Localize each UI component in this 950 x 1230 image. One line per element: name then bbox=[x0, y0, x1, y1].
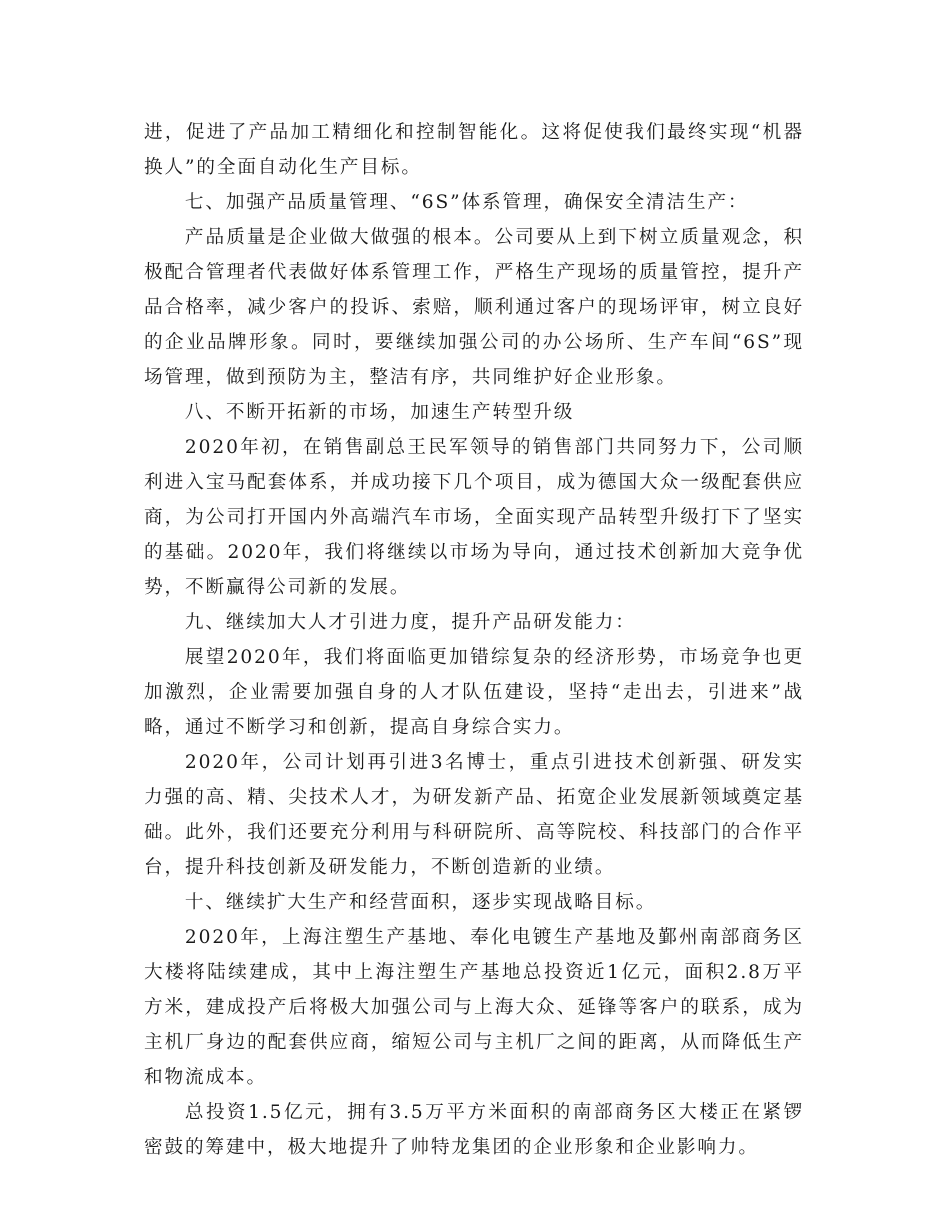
paragraph-investment: 总投资1.5亿元，拥有3.5万平方米面积的南部商务区大楼正在紧锣密鼓的筹建中，极大地提升了帅特龙集团的企业形象和企业影响力。 bbox=[144, 1102, 804, 1158]
paragraph-outlook: 展望2020年，我们将面临更加错综复杂的经济形势，市场竞争也更加激烈，企业需要加强自身的人才队伍建设，坚持“走出去，引进来”战略，通过不断学习和创新，提高自身综合实力。 bbox=[144, 647, 804, 738]
paragraph-talent: 2020年，公司计划再引进3名博士，重点引进技术创新强、研发实力强的高、精、尖技术人才，为研发新产品、拓宽企业发展新领域奠定基础。此外，我们还要充分利用与科研院所、高等院校、科技部门的合作平台，提升科技创新及研发能力，不断创造新的业绩。 bbox=[144, 752, 804, 878]
paragraph-expansion: 2020年，上海注塑生产基地、奉化电镀生产基地及鄞州南部商务区大楼将陆续建成，其中上海注塑生产基地总投资近1亿元，面积2.8万平方米，建成投产后将极大加强公司与上海大众、延锋等客户的联系，成为主机厂身边的配套供应商，缩短公司与主机厂之间的距离，从而降低生产和物流成本。 bbox=[144, 927, 804, 1088]
document-body bbox=[144, 115, 804, 1165]
paragraph-quality: 产品质量是企业做大做强的根本。公司要从上到下树立质量观念，积极配合管理者代表做好体系管理工作，严格生产现场的质量管控，提升产品合格率，减少客户的投诉、索赔，顺利通过客户的现场评审，树立良好的企业品牌形象。同时，要继续加强公司的办公场所、生产车间“6S”现场管理，做到预防为主，整洁有序，共同维护好企业形象。 bbox=[144, 227, 804, 388]
paragraph-market: 2020年初，在销售副总王民军领导的销售部门共同努力下，公司顺利进入宝马配套体系，并成功接下几个项目，成为德国大众一级配套供应商，为公司打开国内外高端汽车市场，全面实现产品转型升级打下了坚实的基础。2020年，我们将继续以市场为导向，通过技术创新加大竞争优势，不断赢得公司新的发展。 bbox=[144, 437, 804, 598]
section-heading-7: 七、加强产品质量管理、“6S”体系管理，确保安全清洁生产： bbox=[184, 192, 749, 213]
section-heading-9: 九、继续加大人才引进力度，提升产品研发能力： bbox=[184, 612, 636, 633]
paragraph-continuation: 进，促进了产品加工精细化和控制智能化。这将促使我们最终实现“机器换人”的全面自动化生产目标。 bbox=[144, 122, 804, 178]
section-heading-8: 八、不断开拓新的市场，加速生产转型升级 bbox=[184, 402, 575, 423]
section-heading-10: 十、继续扩大生产和经营面积，逐步实现战略目标。 bbox=[184, 892, 657, 913]
